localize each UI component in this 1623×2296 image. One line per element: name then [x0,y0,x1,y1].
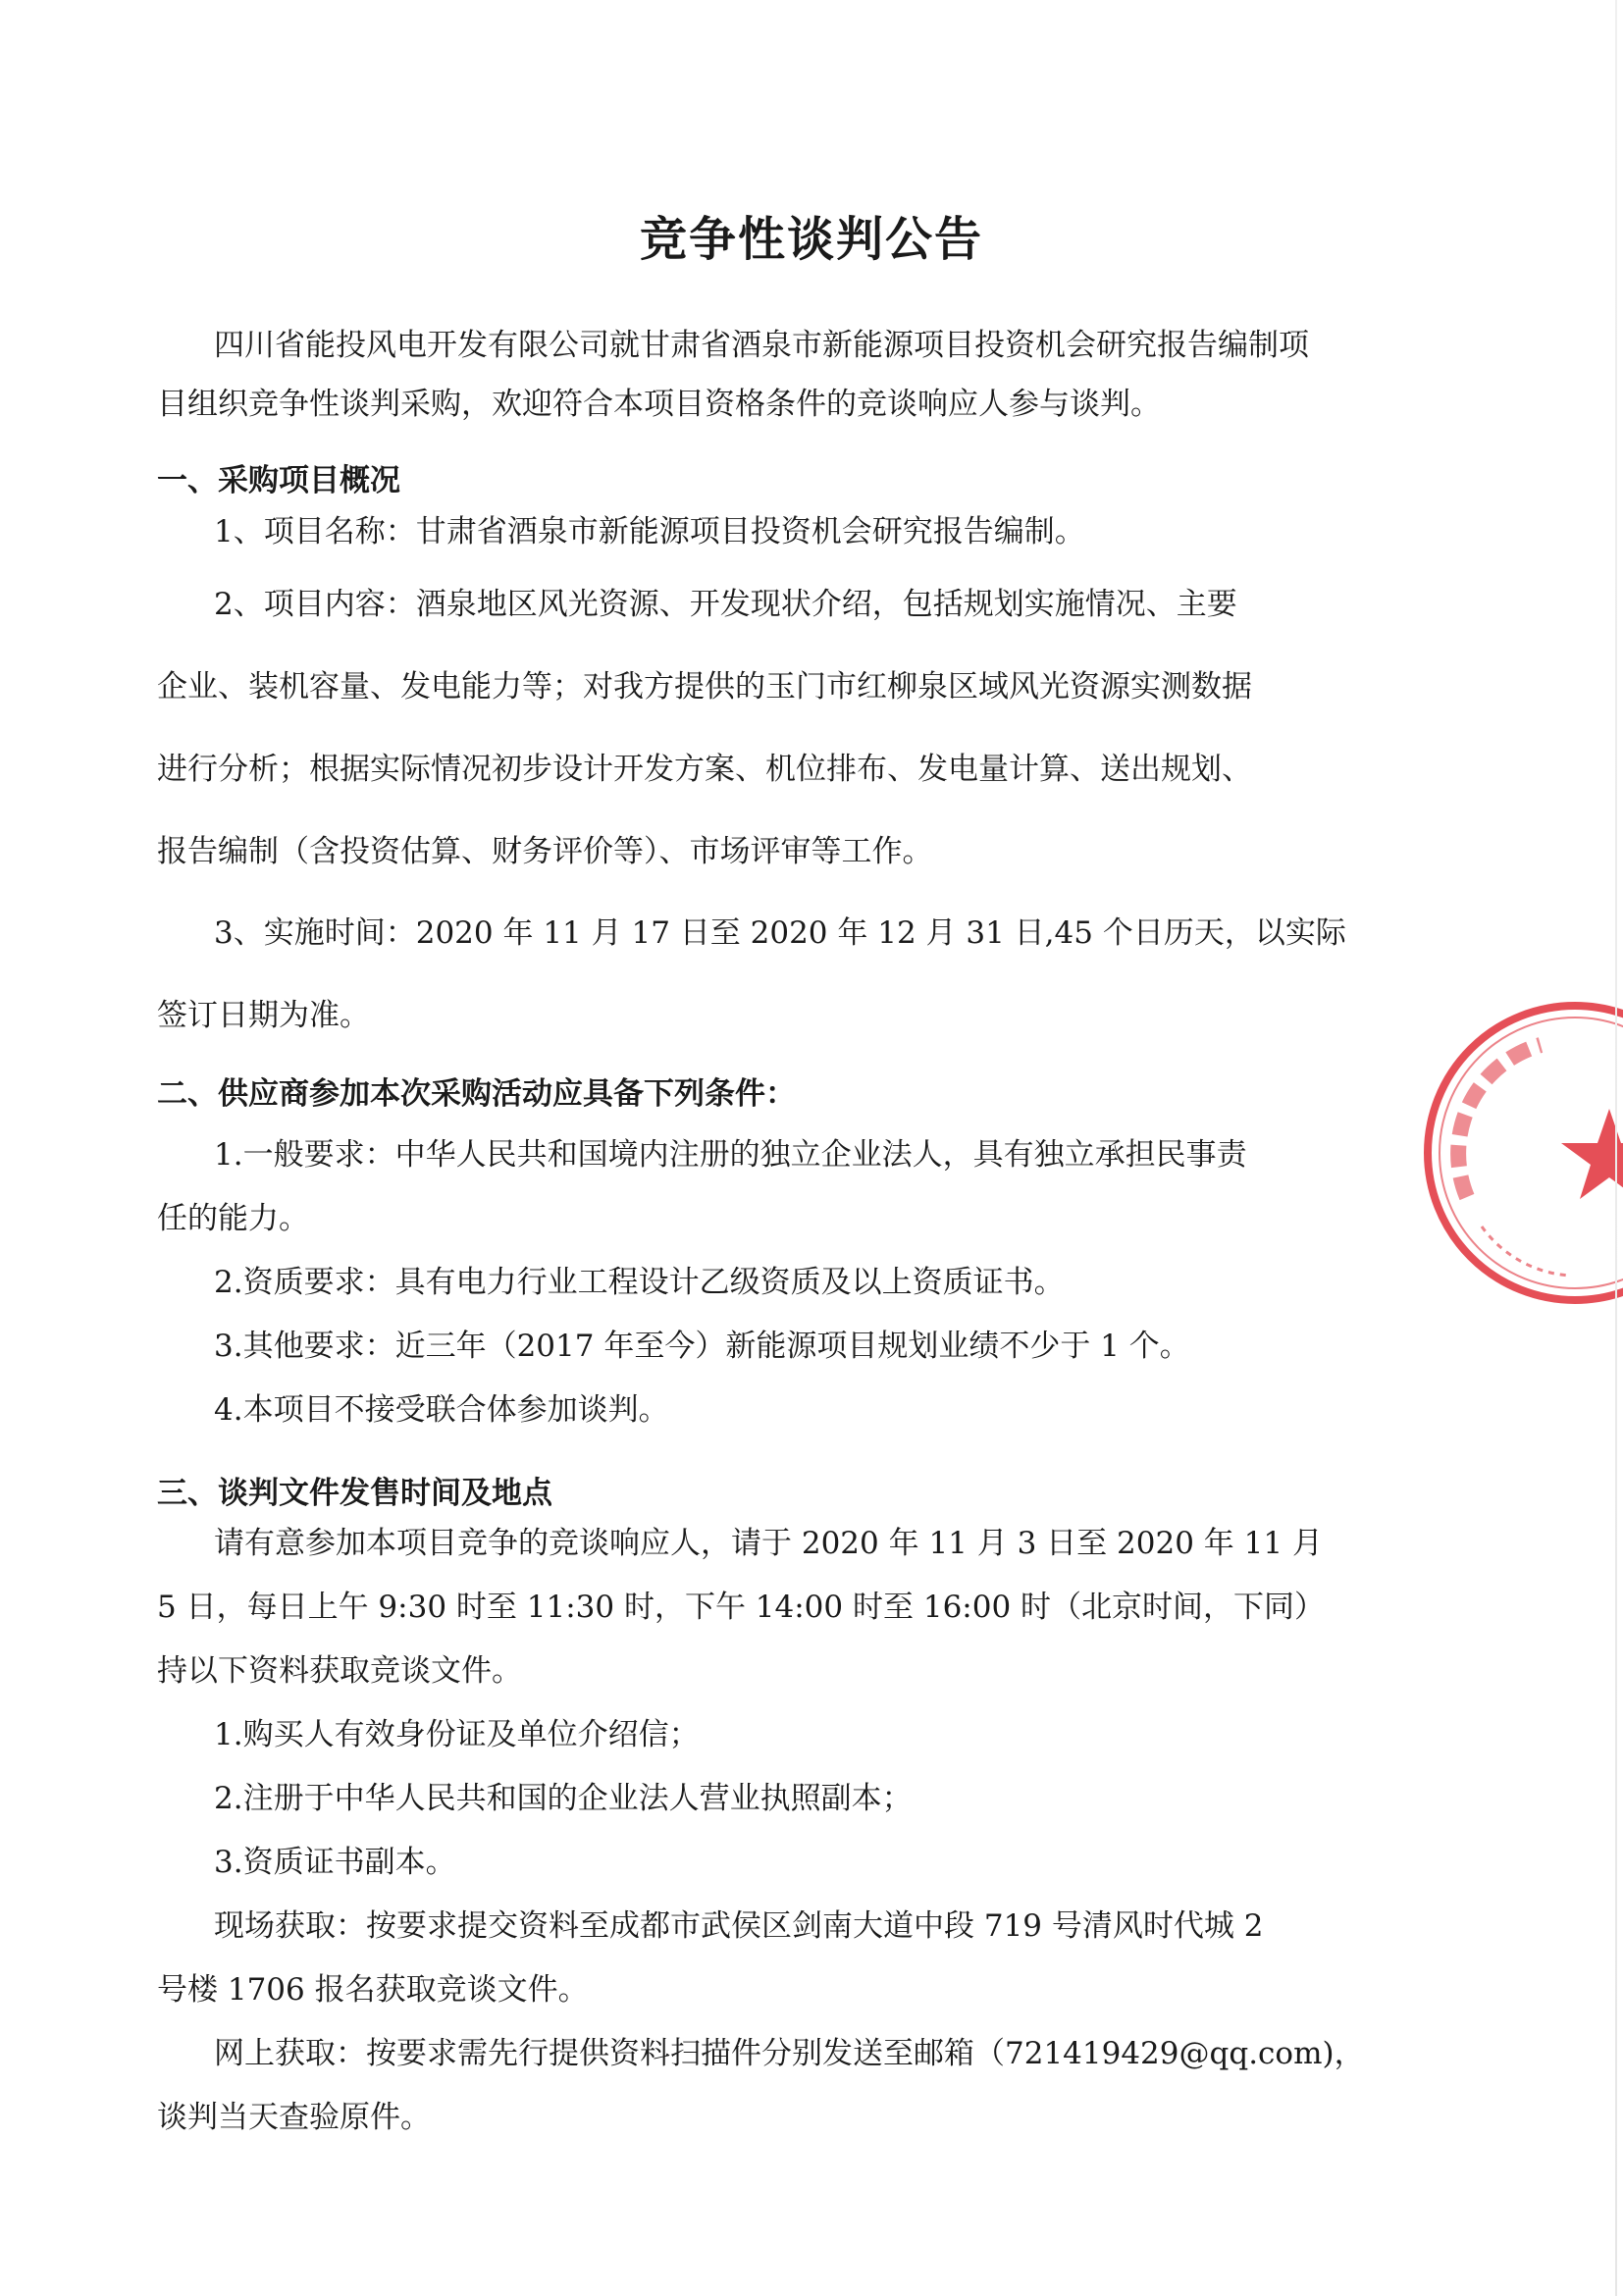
page-title: 竞争性谈判公告 [639,212,983,267]
section-1-heading: 一、采购项目概况 [157,463,400,498]
section-3-item-2: 2.注册于中华人民共和国的企业法人营业执照副本； [214,1781,913,1816]
intro-line-1: 四川省能投风电开发有限公司就甘肃省酒泉市新能源项目投资机会研究报告编制项 [214,328,1309,363]
section-1-item-3-line-1: 3、实施时间：2020 年 11 月 17 日至 2020 年 12 月 31 日,45 个日历天，以实际 [214,915,1346,951]
section-3-item-3: 3.资质证书副本。 [214,1845,456,1880]
section-1-item-2-line-2: 企业、装机容量、发电能力等；对我方提供的玉门市红柳泉区域风光资源实测数据 [157,669,1252,704]
section-2-heading: 二、供应商参加本次采购活动应具备下列条件： [157,1076,796,1112]
section-2-item-1-line-2: 任的能力。 [157,1201,309,1236]
section-3-para-line-2: 5 日，每日上午 9:30 时至 11:30 时，下午 14:00 时至 16:00 时（北京时间，下同） [157,1590,1326,1625]
section-2-item-1-line-1: 1.一般要求：中华人民共和国境内注册的独立企业法人，具有独立承担民事责 [214,1137,1247,1173]
section-2-item-4: 4.本项目不接受联合体参加谈判。 [214,1392,669,1428]
section-2-item-2: 2.资质要求：具有电力行业工程设计乙级资质及以上资质证书。 [214,1265,1065,1300]
intro-line-2: 目组织竞争性谈判采购，欢迎符合本项目资格条件的竞谈响应人参与谈判。 [157,387,1161,422]
section-3-item-1: 1.购买人有效身份证及单位介绍信； [214,1717,700,1752]
section-3-onsite-line-1: 现场获取：按要求提交资料至成都市武侯区剑南大道中段 719 号清风时代城 2 [214,1908,1264,1944]
section-3-online-line-2: 谈判当天查验原件。 [157,2100,431,2135]
scan-edge-shadow [1615,0,1617,2296]
section-3-para-line-3: 持以下资料获取竞谈文件。 [157,1653,522,1689]
section-2-item-3: 3.其他要求：近三年（2017 年至今）新能源项目规划业绩不少于 1 个。 [214,1329,1190,1364]
section-1-item-2-line-1: 2、项目内容：酒泉地区风光资源、开发现状介绍，包括规划实施情况、主要 [214,587,1237,622]
section-3-onsite-line-2: 号楼 1706 报名获取竞谈文件。 [157,1972,589,2008]
section-1-item-1: 1、项目名称：甘肃省酒泉市新能源项目投资机会研究报告编制。 [214,514,1085,549]
section-3-para-line-1: 请有意参加本项目竞争的竞谈响应人，请于 2020 年 11 月 3 日至 2020 年 11 月 [214,1526,1323,1561]
section-3-online-line-1: 网上获取：按要求需先行提供资料扫描件分别发送至邮箱（721419429@qq.com)， [214,2036,1365,2071]
section-1-item-3-line-2: 签订日期为准。 [157,998,370,1033]
section-1-item-2-line-3: 进行分析；根据实际情况初步设计开发方案、机位排布、发电量计算、送出规划、 [157,752,1252,787]
section-3-heading: 三、谈判文件发售时间及地点 [157,1476,552,1511]
section-1-item-2-line-4: 报告编制（含投资估算、财务评价等）、市场评审等工作。 [157,834,933,869]
